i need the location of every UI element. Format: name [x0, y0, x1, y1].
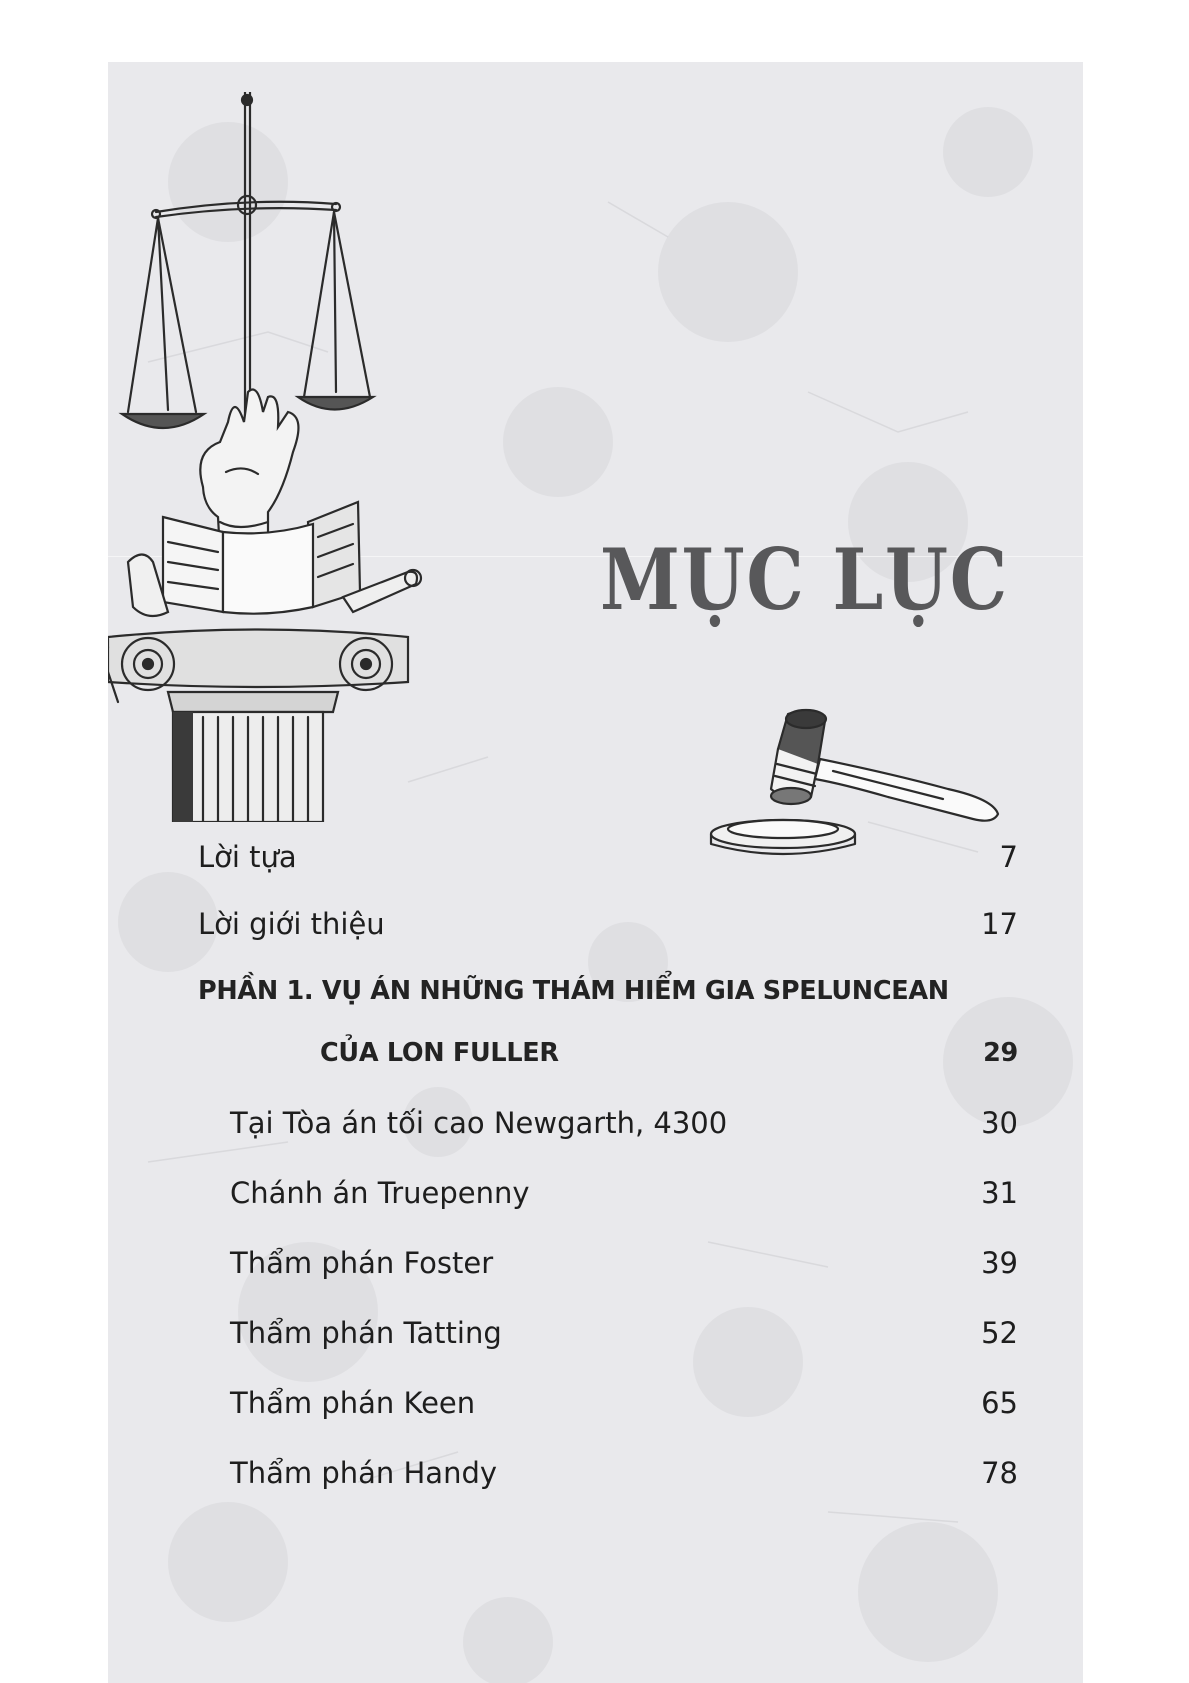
toc-entry-page: 39	[981, 1246, 1018, 1280]
toc-entry-label: Thẩm phán Handy	[230, 1456, 498, 1490]
toc-entry-page: 65	[981, 1386, 1018, 1420]
book-page	[108, 62, 1083, 1683]
toc-entry[interactable]	[230, 1308, 1018, 1358]
toc-part-heading-cont[interactable]	[320, 1028, 1018, 1078]
toc-entry-label: Lời tựa	[198, 840, 297, 874]
toc-entry[interactable]	[230, 1238, 1018, 1288]
toc-entry-page: 30	[981, 1106, 1018, 1140]
toc-entry-page: 78	[981, 1456, 1018, 1490]
toc-part-label: PHẦN 1. VỤ ÁN NHỮNG THÁM HIỂM GIA SPELUNCEAN	[198, 976, 949, 1006]
toc-entry-label: Chánh án Truepenny	[230, 1176, 530, 1210]
toc-entry[interactable]	[198, 832, 1018, 882]
toc-entry[interactable]	[230, 1448, 1018, 1498]
toc-entry-page: 17	[981, 907, 1018, 941]
toc-entry[interactable]	[230, 1168, 1018, 1218]
toc-entry[interactable]	[230, 1098, 1018, 1148]
table-of-contents	[108, 62, 1083, 1683]
toc-entry-page: 29	[983, 1038, 1018, 1068]
toc-entry-label: Lời giới thiệu	[198, 907, 385, 941]
toc-entry-label: Tại Tòa án tối cao Newgarth, 4300	[230, 1106, 728, 1140]
page-title: MỤC LỤC	[600, 530, 1009, 629]
toc-entry-label: Thẩm phán Foster	[230, 1246, 494, 1280]
toc-part-heading[interactable]	[198, 966, 1018, 1016]
toc-part-label-cont: CỦA LON FULLER	[320, 1038, 559, 1068]
toc-entry-page: 31	[981, 1176, 1018, 1210]
toc-entry-page: 52	[981, 1316, 1018, 1350]
toc-entry[interactable]	[230, 1378, 1018, 1428]
toc-entry-page: 7	[999, 840, 1018, 874]
toc-entry-label: Thẩm phán Tatting	[230, 1316, 502, 1350]
toc-entry[interactable]	[198, 899, 1018, 949]
toc-entry-label: Thẩm phán Keen	[230, 1386, 476, 1420]
